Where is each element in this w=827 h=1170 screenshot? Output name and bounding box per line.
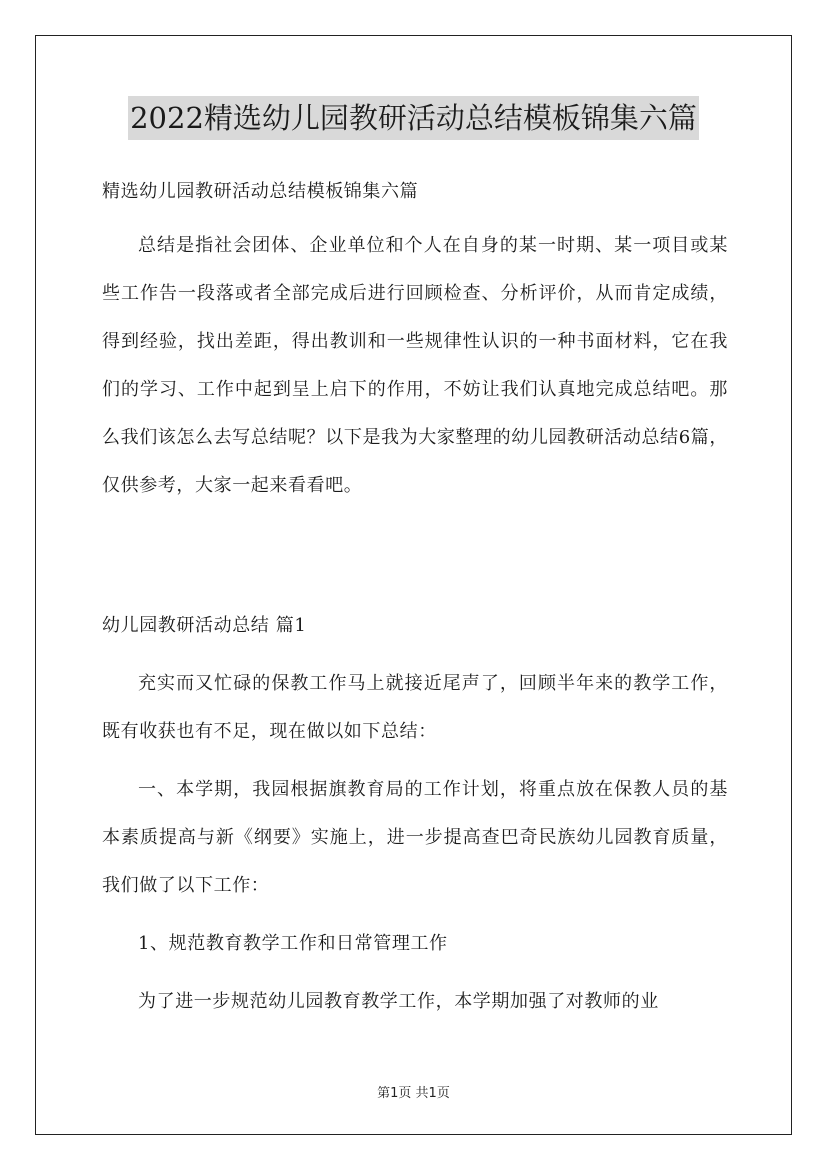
intro-paragraph: 总结是指社会团体、企业单位和个人在自身的某一时期、某一项目或某些工作告一段落或者全部完成后进行回顾检查、分析评价，从而肯定成绩，得到经验，找出差距，得出教训和一些规律性认识的一种书面材料，它在我们的学习、工作中起到呈上启下的作用，不妨让我们认真地完成总结吧。那么我们该怎么去写总结呢？以下是我为大家整理的幼儿园教研活动总结6篇，仅供参考，大家一起来看看吧。 bbox=[102, 235, 728, 496]
section-heading: 幼儿园教研活动总结 篇1 bbox=[102, 615, 307, 636]
paragraph-1: 充实而又忙碌的保教工作马上就接近尾声了，回顾半年来的教学工作，既有收获也有不足，现在做以如下总结： bbox=[102, 673, 728, 742]
page-footer: 第1页 共1页 bbox=[377, 1086, 450, 1101]
paragraph-3: 1、规范教育教学工作和日常管理工作 bbox=[138, 933, 448, 954]
paragraph-4: 为了进一步规范幼儿园教育教学工作，本学期加强了对教师的业 bbox=[138, 991, 659, 1012]
title-container bbox=[0, 96, 827, 140]
document-title: 2022精选幼儿园教研活动总结模板锦集六篇 bbox=[128, 96, 699, 140]
section-block bbox=[102, 602, 728, 1026]
body-text-top bbox=[102, 168, 728, 216]
paragraph-2: 一、本学期，我园根据旗教育局的工作计划，将重点放在保教人员的基本素质提高与新《纲要》实施上，进一步提高查巴奇民族幼儿园教育质量，我们做了以下工作： bbox=[102, 779, 728, 896]
document-subtitle: 精选幼儿园教研活动总结模板锦集六篇 bbox=[102, 181, 419, 202]
intro-block bbox=[102, 222, 728, 510]
